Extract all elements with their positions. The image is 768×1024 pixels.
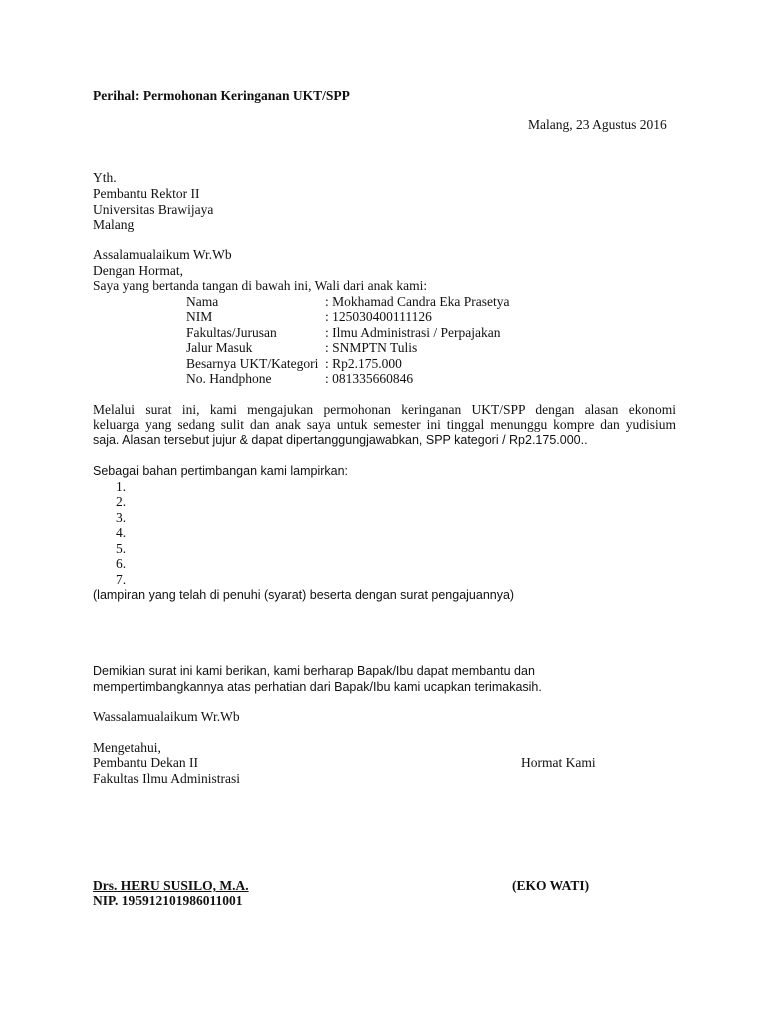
intro-text: Saya yang bertanda tangan di bawah ini, Wali dari anak kami: (93, 278, 428, 293)
body-line: keluarga yang sedang sulit dan anak saya untuk semester ini tinggal menunggu kompre dan yudisium (93, 417, 676, 432)
signer-left-nip: NIP. 195912101986011001 (93, 893, 243, 908)
identity-label: Nama (186, 294, 219, 309)
signer-right-name: (EKO WATI) (512, 878, 590, 893)
letter-subject: Perihal: Permohonan Keringanan UKT/SPP (93, 88, 350, 103)
identity-label: NIM (186, 309, 213, 324)
identity-label: Besarnya UKT/Kategori (186, 356, 319, 371)
signer-left-line: Pembantu Dekan II (93, 755, 198, 770)
farewell: Wassalamualaikum Wr.Wb (93, 709, 240, 724)
signer-left-name: Drs. HERU SUSILO, M.A. (93, 878, 249, 893)
recipient-line: Yth. (93, 170, 117, 185)
closing-line: mempertimbangkannya atas perhatian dari Bapak/Ibu kami ucapkan terimakasih. (93, 680, 542, 694)
identity-value: : 125030400111126 (325, 309, 432, 324)
closing-line: Demikian surat ini kami berikan, kami berharap Bapak/Ibu dapat membantu dan (93, 664, 535, 678)
recipient-line: Pembantu Rektor II (93, 186, 200, 201)
attachment-item: 3. (116, 510, 127, 525)
identity-value: : SNMPTN Tulis (325, 340, 418, 355)
signer-right-title: Hormat Kami (521, 755, 596, 770)
identity-value: : 081335660846 (325, 371, 414, 386)
greeting: Assalamualaikum Wr.Wb (93, 247, 232, 262)
attachment-item: 2. (116, 494, 127, 509)
attachment-item: 4. (116, 525, 127, 540)
place-date: Malang, 23 Agustus 2016 (528, 117, 667, 132)
identity-value: : Mokhamad Candra Eka Prasetya (325, 294, 510, 309)
signer-left-line: Mengetahui, (93, 740, 161, 755)
identity-label: No. Handphone (186, 371, 272, 386)
attachment-item: 5. (116, 541, 127, 556)
salutation: Dengan Hormat, (93, 263, 183, 278)
body-line: saja. Alasan tersebut jujur & dapat dipertanggungjawabkan, SPP kategori / Rp2.175.000.. (93, 433, 588, 447)
signer-left-line: Fakultas Ilmu Administrasi (93, 771, 240, 786)
attachment-item: 1. (116, 479, 127, 494)
body-line: Melalui surat ini, kami mengajukan permohonan keringanan UKT/SPP dengan alasan ekonomi (93, 402, 676, 417)
recipient-line: Universitas Brawijaya (93, 202, 214, 217)
attachment-intro: Sebagai bahan pertimbangan kami lampirkan: (93, 464, 349, 478)
attachment-item: 6. (116, 556, 127, 571)
attachment-item: 7. (116, 572, 127, 587)
recipient-line: Malang (93, 217, 135, 232)
identity-value: : Rp2.175.000 (325, 356, 402, 371)
identity-label: Jalur Masuk (186, 340, 253, 355)
identity-label: Fakultas/Jurusan (186, 325, 277, 340)
identity-value: : Ilmu Administrasi / Perpajakan (325, 325, 501, 340)
attachment-note: (lampiran yang telah di penuhi (syarat) beserta dengan surat pengajuannya) (93, 588, 515, 602)
